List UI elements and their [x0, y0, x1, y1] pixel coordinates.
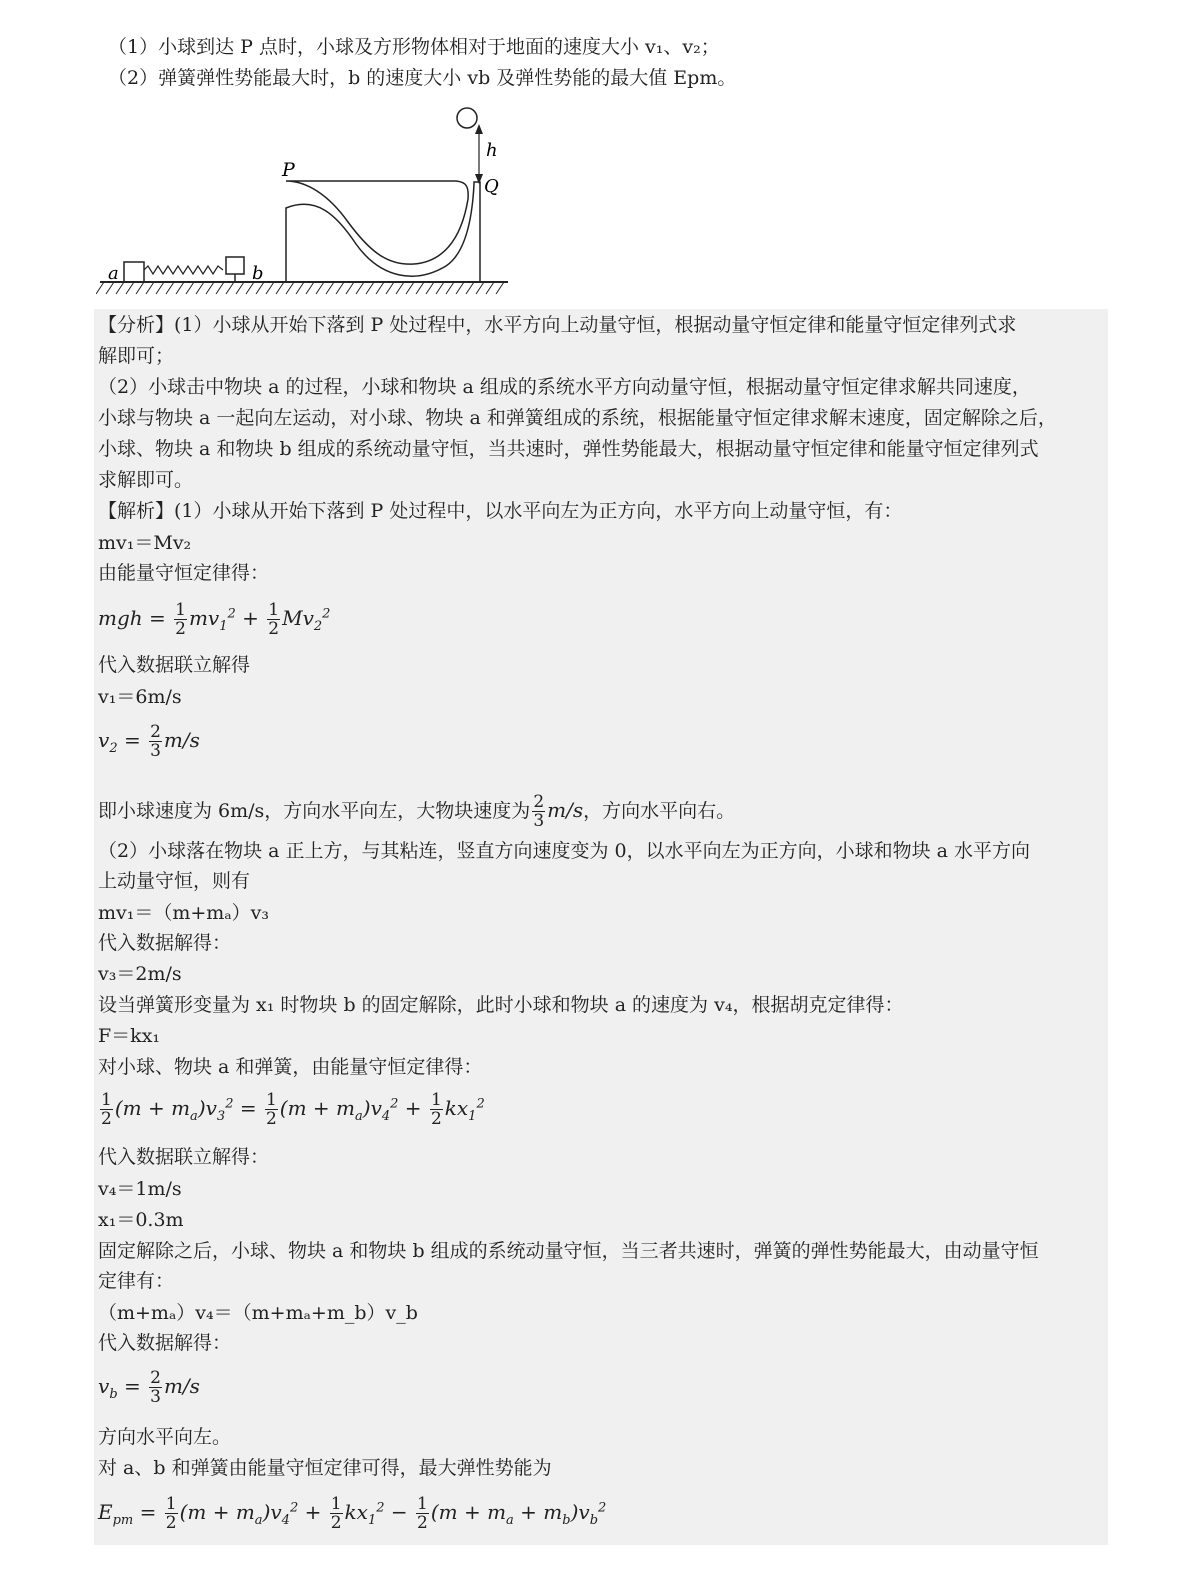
analysis-line: 求解即可。 [98, 469, 194, 491]
physics-diagram [96, 104, 516, 300]
analysis-line: 小球与物块 a 一起向左运动，对小球、物块 a 和弹簧组成的系统，根据能量守恒定律求解末速度，固定解除之后， [98, 407, 1057, 429]
equation-vb: $v_b$ = $\frac{2}{3}$ m/s [98, 1368, 200, 1407]
question-2: （2）弹簧弹性势能最大时，b 的速度大小 vb 及弹性势能的最大值 Epm。 [108, 67, 737, 89]
analysis-line: 【分析】(1）小球从开始下落到 P 处过程中，水平方向上动量守恒，根据动量守恒定律和能量守恒定律列式求 [98, 314, 1017, 336]
solution-line: mv₁＝（m+mₐ）v₃ [98, 902, 270, 924]
label-a: a [108, 263, 119, 284]
solution-line: （m+mₐ）v₄＝（m+mₐ+m_b）v_b [98, 1302, 418, 1324]
solution-line: 即小球速度为 6m/s，方向水平向左，大物块速度为 $\frac{2}{3}$ m/s，方向水平向右。 [98, 792, 736, 831]
solution-line: 代入数据联立解得： [98, 1146, 270, 1168]
solution-line: mv₁＝Mv₂ [98, 532, 192, 554]
solution-line: 设当弹簧形变量为 x₁ 时物块 b 的固定解除，此时小球和物块 a 的速度为 v₄，根据胡克定律得： [98, 994, 904, 1016]
block-b [226, 257, 244, 274]
solution-line: 代入数据联立解得 [98, 654, 251, 676]
label-Q: Q [484, 176, 499, 197]
solution-line: F＝kx₁ [98, 1025, 161, 1047]
label-h: h [486, 140, 498, 161]
label-b: b [252, 263, 264, 284]
analysis-line: 小球、物块 a 和物块 b 组成的系统动量守恒，当共速时，弹性势能最大，根据动量守恒定律和能量守恒定律列式 [98, 438, 1039, 460]
solution-line: 对 a、b 和弹簧由能量守恒定律可得，最大弹性势能为 [98, 1457, 552, 1479]
label-P: P [282, 159, 295, 181]
equation-energy-1: mgh = $\frac{1}{2}$ $mv_1^2$ + $\frac{1}{2}$ $Mv_2^2$ [98, 600, 331, 639]
spring [144, 266, 223, 274]
large-block [286, 182, 480, 282]
solution-line: 定律有： [98, 1270, 175, 1292]
ball [457, 108, 477, 128]
solution-line: 方向水平向左。 [98, 1426, 232, 1448]
solution-line: 【解析】(1）小球从开始下落到 P 处过程中，以水平向左为正方向，水平方向上动量守恒，有： [98, 500, 903, 522]
solution-line: v₃＝2m/s [98, 963, 182, 985]
equation-epm: $E_{pm}$ = $\frac{1}{2}$ $(m + m_a)v_4^2$ + $\frac{1}{2}$ $kx_1^2$ − $\frac{1}{2}$ $(m + m_a + m_b)v_b^2$ [98, 1494, 607, 1533]
analysis-line: 解即可； [98, 345, 175, 367]
solution-line: 由能量守恒定律得： [98, 562, 270, 584]
solution-line: 上动量守恒，则有 [98, 870, 251, 892]
solution-line: 固定解除之后，小球、物块 a 和物块 b 组成的系统动量守恒，当三者共速时，弹簧的弹性势能最大，由动量守恒 [98, 1240, 1039, 1262]
solution-line: 对小球、物块 a 和弹簧，由能量守恒定律得： [98, 1056, 483, 1078]
analysis-line: （2）小球击中物块 a 的过程，小球和物块 a 组成的系统水平方向动量守恒，根据动量守恒定律求解共同速度， [98, 376, 1031, 398]
solution-line: x₁＝0.3m [98, 1209, 184, 1231]
solution-line: 代入数据解得： [98, 1332, 232, 1354]
solution-panel [94, 309, 1108, 1545]
equation-v2: $v_2$ = $\frac{2}{3}$ m/s [98, 722, 200, 761]
question-1: （1）小球到达 P 点时，小球及方形物体相对于地面的速度大小 v₁、v₂； [108, 36, 720, 58]
equation-energy-2: $\frac{1}{2}$ $(m + m_a)v_3^2$ = $\frac{1}{2}$ $(m + m_a)v_4^2$ + $\frac{1}{2}$ $kx_1^2$ [101, 1090, 485, 1129]
solution-line: v₁＝6m/s [98, 686, 182, 708]
solution-line: （2）小球落在物块 a 正上方，与其粘连，竖直方向速度变为 0，以水平向左为正方向，小球和物块 a 水平方向 [98, 840, 1031, 862]
block-a [124, 262, 144, 282]
solution-line: 代入数据解得： [98, 932, 232, 954]
solution-line: v₄＝1m/s [98, 1178, 182, 1200]
